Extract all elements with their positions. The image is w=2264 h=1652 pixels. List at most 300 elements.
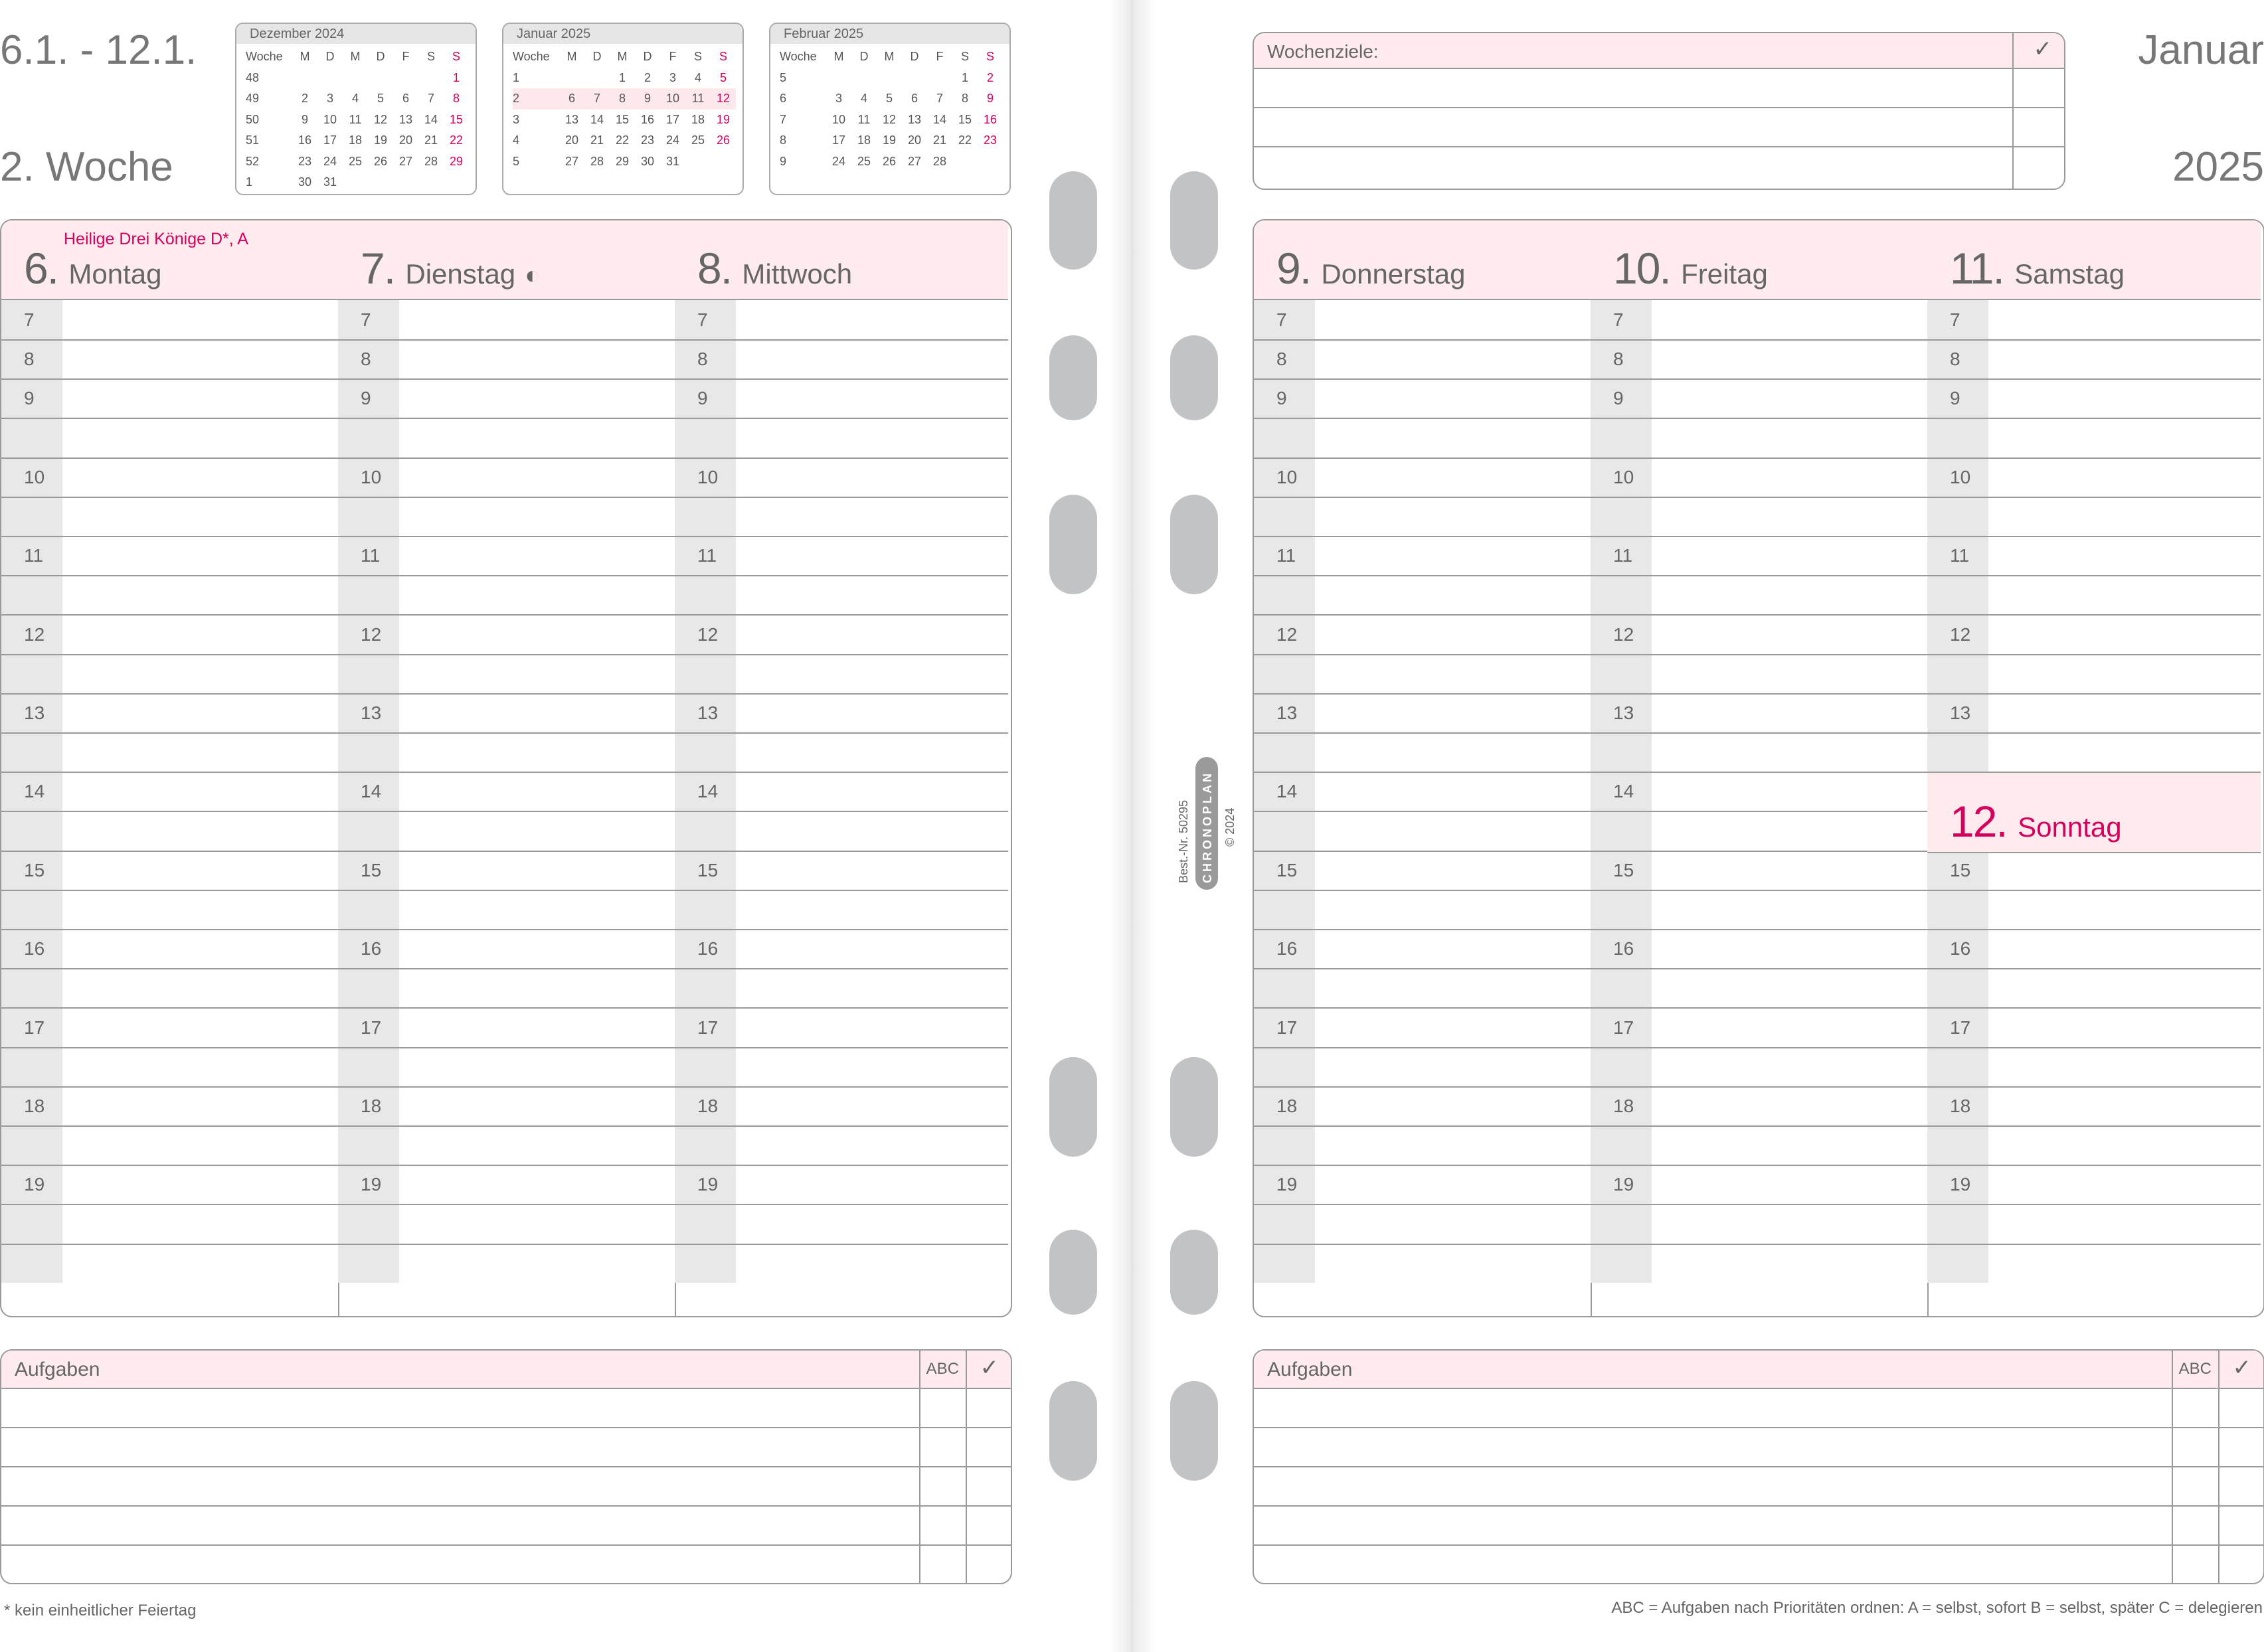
hour-label: 19 [1613, 1174, 1634, 1195]
mini-calendar-cell [343, 68, 368, 89]
time-slot [1, 1125, 338, 1166]
time-slot [1927, 536, 2261, 576]
mini-calendar-cell: 51 [246, 133, 260, 147]
mini-calendar-header-cell: S [719, 50, 727, 64]
time-slot [1591, 1244, 1927, 1283]
time-slot [1591, 851, 1927, 891]
mini-calendar-header-row [780, 46, 1003, 68]
time-slot [1, 890, 338, 930]
time-slot [1, 418, 338, 459]
day-number-value: 7. [361, 244, 395, 293]
day-header [1927, 220, 2261, 300]
time-slot [338, 300, 675, 341]
mini-calendar-cell: 28 [590, 154, 604, 168]
mini-calendar-cell: 1 [961, 70, 968, 84]
mini-calendar-cell: 31 [323, 175, 337, 189]
binder-hole [1049, 1381, 1097, 1481]
time-slot [338, 457, 675, 498]
day-name: Freitag [1681, 258, 1768, 289]
mini-calendar-cell: 30 [298, 175, 312, 189]
hour-label: 10 [361, 466, 382, 487]
mini-calendar-cell: 19 [373, 133, 388, 147]
mini-calendar [235, 23, 477, 195]
mini-calendar-cell: 21 [424, 133, 438, 147]
time-slot [1591, 811, 1927, 852]
day-header [1254, 220, 1591, 300]
mini-calendar [502, 23, 744, 195]
mini-calendar-cell [418, 68, 444, 89]
time-slot [338, 575, 675, 616]
time-slot [1, 1086, 338, 1127]
mini-calendar-header-cell: S [426, 50, 435, 64]
mini-calendar-cell [711, 151, 736, 173]
time-slot [1927, 1125, 2261, 1166]
hour-label: 10 [1276, 466, 1298, 487]
check-column-divider [966, 1351, 967, 1583]
binder-hole [1170, 171, 1218, 270]
time-slot [1591, 575, 1927, 616]
time-slot [1927, 1086, 2261, 1127]
hour-label: 7 [1276, 309, 1287, 330]
mini-calendar-header-cell: Woche [246, 50, 283, 64]
hour-label: 16 [1276, 938, 1298, 959]
mini-calendar-cell: 14 [424, 112, 438, 126]
mini-calendar-header-row [246, 46, 469, 68]
mini-calendar-cell: 24 [665, 133, 680, 147]
check-column-divider [2218, 1351, 2220, 1583]
task-line [1, 1544, 1011, 1546]
time-slot [1, 1244, 338, 1283]
hour-label: 15 [1950, 859, 1971, 880]
mini-calendar-cell: 3 [513, 112, 520, 126]
mini-calendar-header-cell: D [592, 50, 602, 64]
time-slot [1927, 851, 2261, 891]
hour-label: 15 [1613, 859, 1634, 880]
hour-label: 7 [1950, 309, 1960, 330]
mini-calendar-cell: 8 [961, 92, 968, 106]
mini-calendar-cell: 2 [513, 88, 559, 110]
mini-calendar-cell: 16 [640, 112, 655, 126]
mini-calendar-cell: 27 [907, 154, 922, 168]
hour-label: 13 [697, 702, 719, 723]
time-slot [675, 654, 1008, 695]
mini-calendar-cell [877, 68, 902, 89]
right-tasks-box [1253, 1349, 2264, 1584]
day-header [1, 220, 338, 300]
hour-label: 8 [24, 349, 35, 370]
time-slot [338, 772, 675, 812]
time-slot [675, 732, 1008, 773]
hour-label: 18 [361, 1096, 382, 1116]
binder-hole [1049, 1057, 1097, 1157]
binder-hole [1170, 1057, 1218, 1157]
day-gap [2007, 797, 2018, 846]
hour-label: 13 [1950, 702, 1971, 723]
hour-label: 17 [697, 1017, 719, 1038]
mini-calendar-week-row [513, 130, 736, 151]
day-number-value: 9. [1276, 244, 1311, 293]
hour-label: 9 [361, 388, 371, 409]
priority-header: ABC [2178, 1360, 2212, 1378]
mini-calendar-cell: 13 [565, 112, 579, 126]
mini-calendar-cell: 5 [780, 70, 787, 84]
day-header [1591, 220, 1927, 300]
brand-label: CHRONOPLAN [1201, 771, 1214, 883]
time-slot [675, 1244, 1008, 1283]
day-number [1276, 243, 1466, 293]
time-slot [338, 1204, 675, 1245]
time-slot [675, 1008, 1008, 1048]
mini-calendar-week-row [246, 110, 469, 131]
hour-label: 8 [1276, 349, 1287, 370]
mini-calendar-table [780, 46, 1003, 172]
hour-label: 14 [1276, 781, 1298, 802]
time-slot [1927, 693, 2261, 734]
mini-calendar-cell: 6 [911, 92, 918, 106]
mini-calendar-week-row [246, 151, 469, 173]
left-day-grid [0, 219, 1012, 1317]
mini-calendar-title: Februar 2025 [770, 24, 1009, 44]
mini-calendar-header-cell: Woche [780, 50, 817, 64]
mini-calendar-cell: 21 [932, 133, 947, 147]
mini-calendar-cell: 19 [882, 133, 897, 147]
day-number-value: 6. [24, 244, 58, 293]
copyright: © 2024 [1223, 807, 1237, 847]
time-slot [1254, 497, 1591, 537]
mini-calendar-cell: 7 [780, 112, 787, 126]
hour-label: 14 [361, 781, 382, 802]
mini-calendar-cell [978, 151, 1003, 173]
mini-calendar-cell: 12 [373, 112, 388, 126]
mini-calendar-cell: 14 [932, 112, 947, 126]
time-slot [1254, 1086, 1591, 1127]
time-slot [1591, 968, 1927, 1009]
mini-calendar-cell: 10 [660, 88, 685, 110]
goals-check-header: ✓ [2033, 37, 2052, 62]
mini-calendar-header-cell: D [859, 50, 869, 64]
mini-calendar-cell: 26 [716, 133, 731, 147]
time-slot [338, 536, 675, 576]
time-slot [675, 772, 1008, 812]
mini-calendar [769, 23, 1011, 195]
mini-calendar-week-row [513, 88, 736, 110]
time-slot [1254, 418, 1591, 459]
hour-label: 9 [697, 388, 708, 409]
day-gap [58, 244, 68, 293]
mini-calendar-header-row [513, 46, 736, 68]
time-slot [338, 1165, 675, 1205]
mini-calendar-header-cell: M [300, 50, 310, 64]
mini-calendar-header-cell: M [350, 50, 361, 64]
mini-calendar-cell [444, 172, 469, 193]
time-slot [338, 693, 675, 734]
hour-label: 9 [1950, 388, 1960, 409]
day-column [338, 220, 676, 1316]
time-slot [338, 811, 675, 852]
time-slot [1254, 1244, 1591, 1283]
time-slot [338, 497, 675, 537]
time-slot [1254, 575, 1591, 616]
day-column [675, 220, 1008, 1316]
hour-label: 7 [697, 309, 708, 330]
time-slot [675, 1125, 1008, 1166]
hour-label: 11 [24, 545, 44, 566]
time-slot [675, 1204, 1008, 1245]
mini-calendar-header-cell: S [960, 50, 969, 64]
mini-calendar-week-row [780, 151, 1003, 173]
binder-hole [1049, 1230, 1097, 1315]
time-slot [1591, 378, 1927, 419]
mini-calendar-cell: 22 [615, 133, 630, 147]
day-column [1927, 220, 2261, 1316]
goals-label: Wochenziele: [1267, 41, 1379, 62]
tasks-header [1254, 1351, 2263, 1389]
time-slot [1927, 339, 2261, 380]
mini-calendar-cell: 3 [326, 92, 333, 106]
time-slot [338, 1125, 675, 1166]
holiday-label: Heilige Drei Könige D*, A [64, 230, 248, 248]
time-slot [1927, 378, 2261, 419]
hour-label: 15 [697, 859, 719, 880]
time-slot [1254, 1008, 1591, 1048]
hour-label: 18 [1613, 1096, 1634, 1116]
hour-label: 12 [1950, 623, 1971, 645]
mini-calendar-cell [393, 172, 418, 193]
task-line [1254, 1466, 2263, 1467]
hour-label: 11 [1613, 545, 1633, 566]
hour-label: 13 [1276, 702, 1298, 723]
mini-calendar-cell: 20 [565, 133, 579, 147]
mini-calendar-header-cell: M [833, 50, 844, 64]
hour-label: 7 [24, 309, 35, 330]
mini-calendar-cell: 11 [857, 112, 871, 126]
time-slot [1, 615, 338, 655]
time-slot [1927, 1165, 2261, 1205]
day-number-value: 8. [697, 244, 732, 293]
hour-label: 16 [697, 938, 719, 959]
hour-label: 13 [1613, 702, 1634, 723]
time-slot [675, 378, 1008, 419]
mini-calendar-header-cell: M [566, 50, 577, 64]
mini-calendar-header-cell: M [884, 50, 895, 64]
mini-calendar-cell: 6 [559, 88, 584, 110]
time-slot [1254, 300, 1591, 341]
time-slot [1254, 890, 1591, 930]
time-slot [1927, 1204, 2261, 1245]
mini-calendar-cell [685, 151, 711, 173]
time-slot [675, 1047, 1008, 1088]
time-slot [1927, 654, 2261, 695]
day-gap [1310, 244, 1321, 293]
hour-label: 15 [1276, 859, 1298, 880]
mini-calendar-cell: 50 [246, 112, 260, 126]
hour-label: 16 [24, 938, 45, 959]
mini-calendar-cell: 29 [449, 154, 464, 168]
mini-calendar-title: Dezember 2024 [236, 24, 476, 44]
day-column [1, 220, 339, 1316]
time-slot [1927, 968, 2261, 1009]
time-slot [1254, 1125, 1591, 1166]
time-slot [675, 418, 1008, 459]
time-slot [1254, 378, 1591, 419]
check-header: ✓ [2232, 1355, 2251, 1380]
time-slot [1591, 654, 1927, 695]
time-slot [1254, 851, 1591, 891]
mini-calendar-cell: 1 [246, 175, 253, 189]
mini-calendar-week-row [246, 88, 469, 110]
time-slot [1927, 615, 2261, 655]
mini-calendar-cell: 22 [449, 133, 464, 147]
mini-calendar-cell: 9 [301, 112, 308, 126]
time-slot [338, 1244, 675, 1283]
day-header [675, 220, 1008, 300]
time-slot [675, 457, 1008, 498]
time-slot [338, 890, 675, 930]
binder-hole [1170, 1381, 1218, 1481]
time-slot [1927, 1244, 2261, 1283]
time-slot [338, 1008, 675, 1048]
hour-label: 11 [1950, 545, 1970, 566]
mini-calendar-cell [292, 68, 317, 89]
mini-calendar-cell: 27 [565, 154, 579, 168]
mini-calendar-cell: 3 [835, 92, 842, 106]
time-slot [675, 615, 1008, 655]
hour-label: 13 [361, 702, 382, 723]
time-slot [1, 536, 338, 576]
sunday-number: 12. [1950, 796, 2007, 846]
hour-label: 16 [361, 938, 382, 959]
mini-calendar-cell [584, 68, 610, 89]
hour-label: 19 [361, 1174, 382, 1195]
day-gap [2004, 244, 2014, 293]
sunday-header [1927, 772, 2261, 853]
time-slot [1, 811, 338, 852]
time-slot [1, 772, 338, 812]
time-slot [1254, 654, 1591, 695]
time-slot [1591, 615, 1927, 655]
mini-calendar-cell: 16 [298, 133, 312, 147]
mini-calendar-cell: 5 [377, 92, 384, 106]
time-slot [1, 732, 338, 773]
mini-calendar-cell [952, 151, 978, 173]
mini-calendar-cell [317, 68, 343, 89]
mini-calendar-week-row [513, 68, 736, 89]
task-line [1, 1505, 1011, 1507]
mini-calendar-table [246, 46, 469, 193]
time-slot [1927, 1008, 2261, 1048]
mini-calendar-cell: 6 [780, 92, 787, 106]
hour-label: 17 [361, 1017, 382, 1038]
time-slot [1, 1165, 338, 1205]
mini-calendar-cell: 28 [932, 154, 947, 168]
mini-calendar-header-cell: F [936, 50, 944, 64]
mini-calendar-cell [343, 172, 368, 193]
time-slot [1927, 1047, 2261, 1088]
day-name: Samstag [2014, 258, 2125, 289]
binder-hole [1170, 1230, 1218, 1315]
hour-label: 13 [24, 702, 45, 723]
time-slot [1, 300, 338, 341]
time-slot [1254, 693, 1591, 734]
time-slot [338, 929, 675, 969]
mini-calendar-cell: 7 [936, 92, 943, 106]
hour-label: 8 [361, 349, 371, 370]
time-slot [1, 1008, 338, 1048]
time-slot [675, 339, 1008, 380]
time-slot [675, 300, 1008, 341]
mini-calendar-cell: 24 [323, 154, 337, 168]
time-slot [675, 890, 1008, 930]
day-column [1254, 220, 1592, 1316]
day-gap [1670, 244, 1681, 293]
hour-label: 19 [697, 1174, 719, 1195]
hour-label: 10 [24, 466, 45, 487]
mini-calendar-cell: 5 [513, 154, 520, 168]
mini-calendar-cell: 17 [665, 112, 680, 126]
hour-label: 8 [697, 349, 708, 370]
mini-calendar-cell: 30 [640, 154, 655, 168]
time-slot [1591, 536, 1927, 576]
time-slot [1, 575, 338, 616]
day-column [1591, 220, 1929, 1316]
hour-label: 9 [1613, 388, 1624, 409]
time-slot [1, 378, 338, 419]
mini-calendar-cell: 48 [246, 70, 260, 84]
time-slot [1591, 300, 1927, 341]
mini-calendar-week-row [513, 151, 736, 173]
mini-calendar-cell: 20 [907, 133, 922, 147]
day-gap [731, 244, 742, 293]
mini-calendar-cell: 12 [882, 112, 897, 126]
mini-calendar-cell: 52 [246, 154, 260, 168]
hour-label: 17 [1276, 1017, 1298, 1038]
mini-calendar-cell: 23 [983, 133, 998, 147]
mini-calendar-cell: 16 [983, 112, 998, 126]
goals-header [1254, 33, 2064, 69]
time-slot [1254, 1047, 1591, 1088]
time-slot [1254, 811, 1591, 852]
mini-calendar-cell: 4 [860, 92, 867, 106]
mini-calendar-cell: 14 [590, 112, 604, 126]
mini-calendar-cell: 15 [615, 112, 630, 126]
binder-hole [1049, 335, 1097, 420]
mini-calendar-header-cell: D [910, 50, 919, 64]
hour-label: 18 [24, 1096, 45, 1116]
mini-calendar-cell: 7 [427, 92, 434, 106]
time-slot [1, 497, 338, 537]
day-number [1613, 243, 1768, 293]
mini-calendar-cell: 1 [452, 70, 460, 84]
time-slot [1591, 1125, 1927, 1166]
time-slot [1254, 732, 1591, 773]
hour-label: 19 [1276, 1174, 1298, 1195]
task-line [1, 1427, 1011, 1428]
goal-line [1254, 146, 2064, 147]
weekly-goals-box [1253, 32, 2065, 190]
hour-label: 7 [361, 309, 371, 330]
hour-label: 10 [1613, 466, 1634, 487]
moon-phase-icon: ◐ [525, 262, 541, 289]
order-number: Best.-Nr. 50295 [1177, 799, 1190, 883]
mini-calendar-cell: 2 [644, 70, 651, 84]
day-number [1950, 243, 2125, 293]
day-number [361, 243, 540, 293]
time-slot [1591, 1008, 1927, 1048]
time-slot [1591, 1047, 1927, 1088]
mini-calendar-cell: 18 [348, 133, 363, 147]
mini-calendar-cell: 10 [323, 112, 337, 126]
mini-calendar-week-row [513, 110, 736, 131]
